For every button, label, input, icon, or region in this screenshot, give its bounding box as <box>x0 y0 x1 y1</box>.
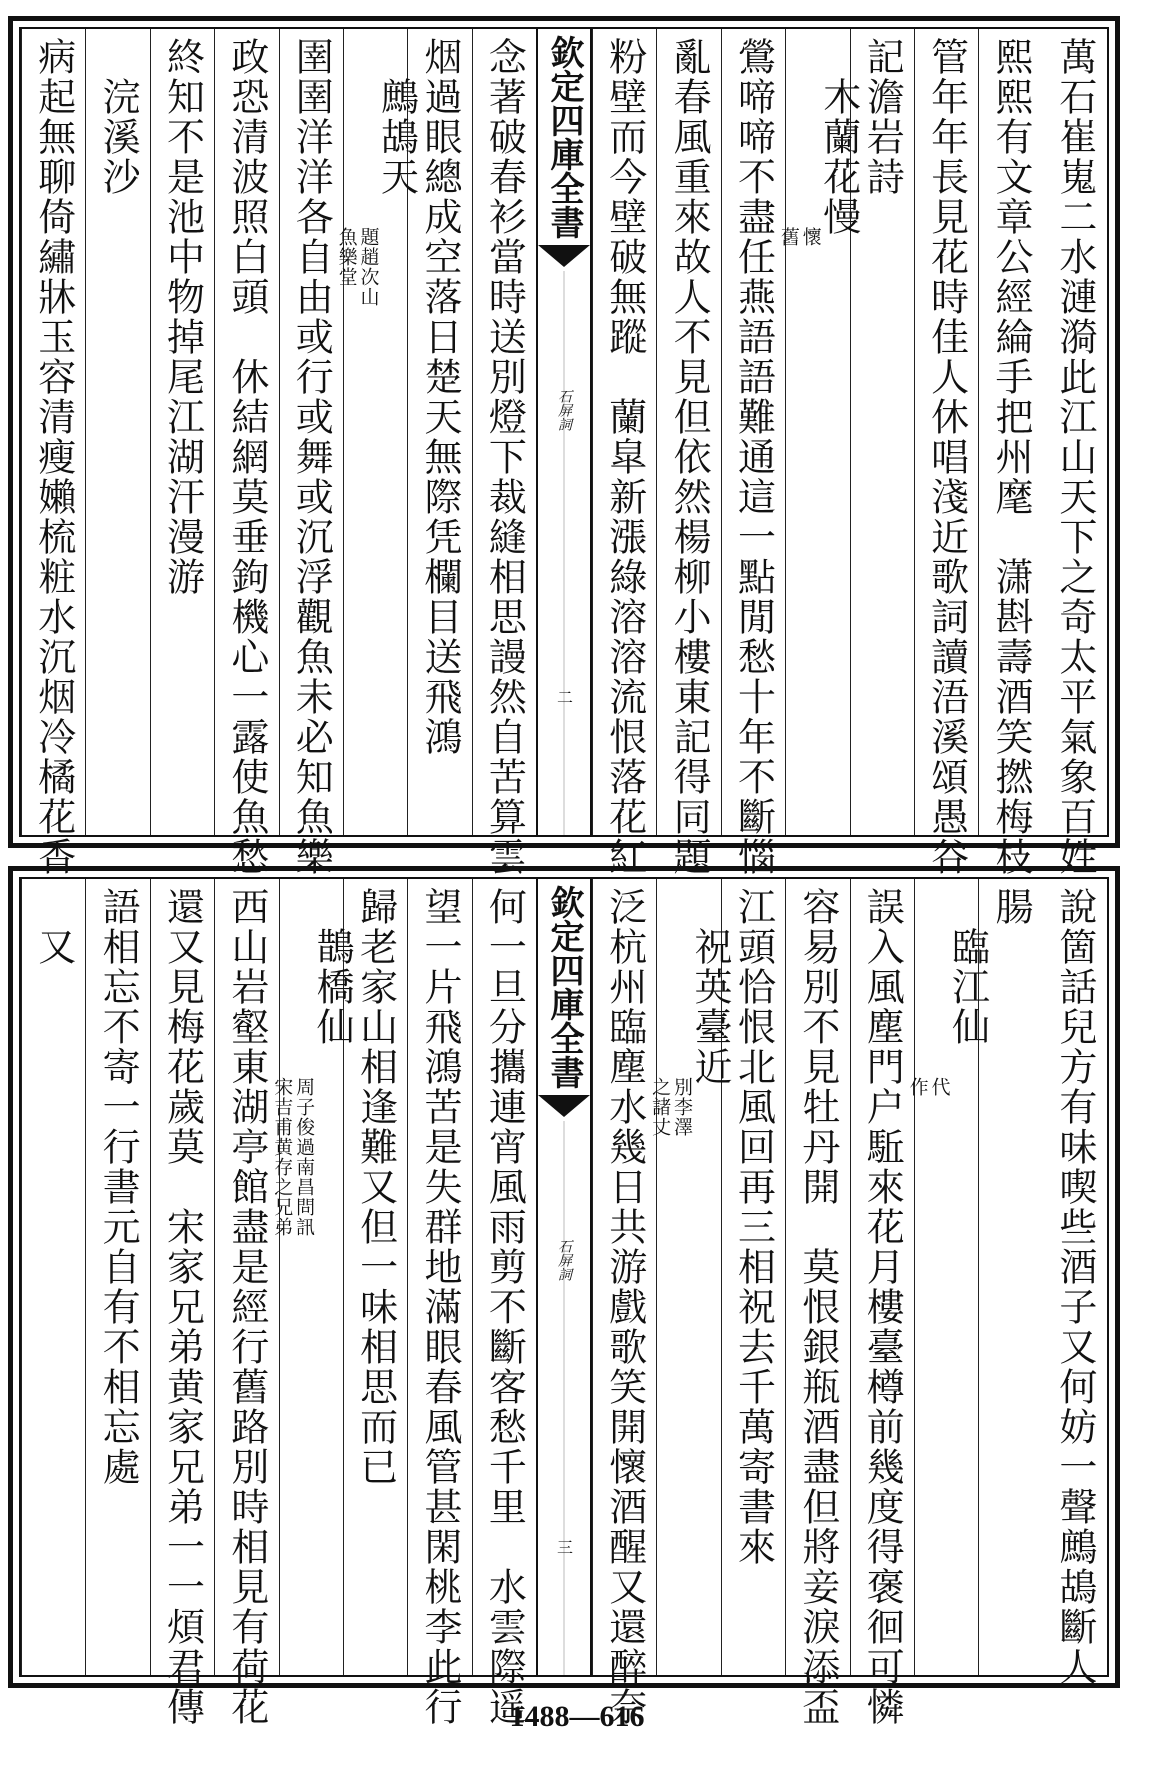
text-column <box>214 29 278 877</box>
body-text: 還又見梅花歲莫 宋家兄弟黄家兄弟一一煩君傳 <box>160 887 205 1727</box>
body-text: 政恐清波照白頭 休結網莫垂鉤機心一露使魚愁 <box>224 37 269 877</box>
title-annotation: 舊 <box>777 227 800 247</box>
text-column <box>1043 29 1107 877</box>
poem-title: 臨江仙 <box>945 927 990 1047</box>
poem-title: 浣溪沙 <box>96 77 141 197</box>
text-column <box>914 29 978 877</box>
body-text: 望一片飛鴻苦是失群地滿眼春風管甚閑桃李此行 <box>417 887 462 1727</box>
body-text: 說箇話兒方有味喫些酒子又何妨一聲鷓鴣斷人 <box>1052 887 1097 1687</box>
text-column <box>656 29 720 877</box>
title-annotation: 之諸丈 <box>649 1077 672 1137</box>
title-annotation: 懷 <box>799 227 822 247</box>
text-column <box>472 29 536 877</box>
fishtail-mark <box>538 1095 590 1117</box>
text-column <box>592 879 656 1727</box>
fold-line <box>563 271 565 835</box>
poem-title: 又 <box>31 927 76 967</box>
poem-title: 鷓鴣天 <box>374 77 419 197</box>
body-text: 語相忘不寄一行書元自有不相忘處 <box>96 887 141 1487</box>
banxin-center-column <box>536 29 592 835</box>
leaf-number: 三 <box>554 1539 574 1555</box>
text-column <box>1043 879 1107 1687</box>
book-title: 欽定四庫全書 <box>544 885 584 1089</box>
body-text: 熙熙有文章公經綸手把州麾 潇斟壽酒笑撚梅枝 <box>988 37 1033 877</box>
top-page <box>8 16 1120 877</box>
text-column <box>85 29 149 835</box>
body-text: 萬石崔嵬二水漣漪此江山天下之奇太平氣象百姓 <box>1052 37 1097 877</box>
text-column <box>271 879 355 1675</box>
text-column <box>150 29 214 835</box>
text-column <box>592 29 656 877</box>
leaf-number: 二 <box>554 689 574 705</box>
text-column <box>214 879 278 1727</box>
fishtail-mark <box>538 245 590 267</box>
text-column <box>785 879 849 1727</box>
body-text: 誤入風塵門户駈來花月樓臺樽前幾度得褒徊可憐 <box>860 887 905 1727</box>
body-text: 鶯啼啼不盡任燕語語難通這一點閒愁十年不斷惱 <box>731 37 776 877</box>
poem-title: 鵲橋仙 <box>310 927 355 1047</box>
volume-subtitle: 石屏詞 <box>556 1239 572 1281</box>
poem-title: 木蘭花慢 <box>816 77 861 237</box>
body-text: 管年年長見花時佳人休唱淺近歌詞讀浯溪頌愚谷 <box>924 37 969 877</box>
text-column <box>472 879 536 1727</box>
title-annotation: 宋吉甫黄存之兄弟 <box>271 1077 294 1237</box>
volume-subtitle: 石屏詞 <box>556 389 572 431</box>
text-column <box>407 879 471 1727</box>
poem-title: 祝英臺近 <box>688 927 732 1087</box>
text-column <box>21 879 85 1675</box>
text-column <box>150 879 214 1727</box>
body-text: 粉壁而今壁破無蹤 蘭皐新漲綠溶溶流恨落花紅 <box>602 37 647 877</box>
body-text: 念著破春衫當時送別燈下裁縫相思謾然自苦算雲 <box>482 37 527 877</box>
body-text: 圉圉洋洋各自由或行或舞或沉浮觀魚未必知魚樂 <box>289 37 334 877</box>
body-text: 泛杭州臨塵水幾日共游戲歌笑開懷酒醒又還醉奈 <box>602 887 647 1727</box>
title-annotation: 周子俊過南昌問訊 <box>293 1077 316 1237</box>
title-annotation: 作 <box>906 1077 929 1097</box>
body-text: 終知不是池中物掉尾江湖汗漫游 <box>160 37 205 597</box>
text-column <box>85 879 149 1675</box>
banxin-center-column <box>536 879 592 1675</box>
fold-line <box>563 1121 565 1675</box>
page-number-footer: 1488—616 <box>509 1700 645 1733</box>
body-text: 腸 <box>988 887 1033 927</box>
text-column <box>335 29 419 835</box>
text-column <box>777 29 861 835</box>
top-page-frame <box>19 27 1109 877</box>
body-text: 歸老家山相逢難又但一味相思而已 <box>353 887 398 1487</box>
body-text: 西山岩壑東湖亭館盡是經行舊路別時相見有荷花 <box>224 887 269 1727</box>
body-text: 記澹岩詩 <box>860 37 905 197</box>
title-annotation: 題趙次山 <box>357 227 380 307</box>
body-text: 亂春風重來故人不見但依然楊柳小樓東記得同題 <box>667 37 712 877</box>
text-column <box>649 879 732 1675</box>
body-text: 容易別不見牡丹開 莫恨銀瓶酒盡但將妾淚添盃 <box>795 887 840 1727</box>
text-column <box>279 29 343 877</box>
body-text: 何一旦分攜連宵風雨剪不斷客愁千里 水雲際遥 <box>482 887 527 1727</box>
body-text: 烟過眼總成空落日楚天無際凭欄目送飛鴻 <box>417 37 462 757</box>
text-column <box>978 29 1042 877</box>
title-annotation: 別李澤 <box>671 1077 693 1137</box>
text-column <box>21 29 85 877</box>
title-annotation: 魚樂堂 <box>335 227 358 287</box>
title-annotation: 代 <box>928 1077 951 1097</box>
text-column <box>906 879 990 1675</box>
body-text: 江頭恰恨北風回再三相祝去千萬寄書來 <box>731 887 776 1567</box>
book-title: 欽定四庫全書 <box>544 35 584 239</box>
text-column <box>850 879 914 1727</box>
text-column <box>721 29 785 877</box>
body-text: 病起無聊倚繡牀玉容清瘦嬾梳粧水沉烟冷橘花香 <box>31 37 76 877</box>
